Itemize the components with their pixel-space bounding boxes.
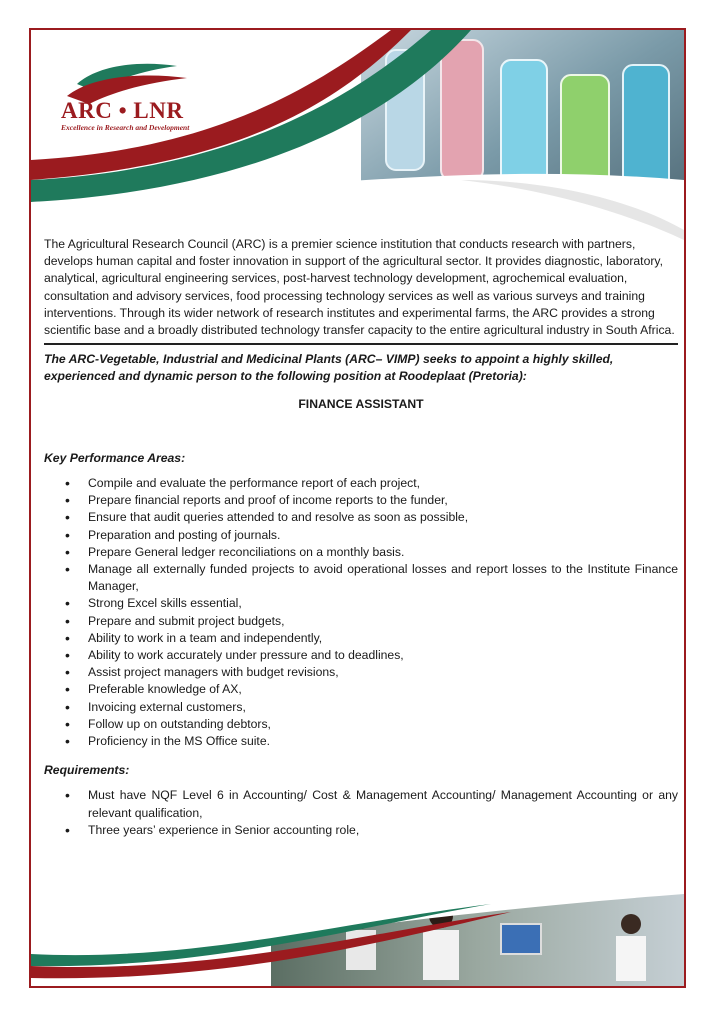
logo-tagline: Excellence in Research and Development [61, 123, 190, 132]
document-page [29, 28, 686, 988]
kpa-list [44, 475, 678, 750]
footer-banner-image [31, 894, 684, 986]
list-item: • Ability to work in a team and independently, [44, 630, 678, 647]
requirements-heading: Requirements: [44, 763, 130, 778]
kpa-heading: Key Performance Areas: [44, 450, 186, 465]
divider [44, 343, 678, 345]
list-item: • Ability to work accurately under pressure and to deadlines, [44, 647, 678, 664]
position-title: FINANCE ASSISTANT [298, 396, 424, 411]
list-item: • Compile and evaluate the performance report of each project, [44, 475, 678, 492]
list-item: • Assist project managers with budget revisions, [44, 664, 678, 681]
list-item: • Preferable knowledge of AX, [44, 681, 678, 698]
list-item: • Prepare General ledger reconciliations on a monthly basis. [44, 544, 678, 561]
list-item: • Three years’ experience in Senior accounting role, [44, 822, 678, 839]
list-item: • Invoicing external customers, [44, 699, 678, 716]
list-item: • Follow up on outstanding debtors, [44, 716, 678, 733]
list-item: • Preparation and posting of journals. [44, 527, 678, 544]
lead-paragraph: The ARC-Vegetable, Industrial and Medicinal Plants (ARC– VIMP) seeks to appoint a highly skilled, experienced and dynamic person to the following position at Roodeplaat (Pretoria): [44, 352, 614, 384]
document-body [44, 236, 678, 839]
list-item: • Prepare and submit project budgets, [44, 613, 678, 630]
logo-wordmark: ARC • LNR [61, 98, 184, 123]
list-item: • Ensure that audit queries attended to and resolve as soon as possible, [44, 509, 678, 526]
list-item: • Manage all externally funded projects to avoid operational losses and report losses to the Institute Finance Manager, [44, 561, 678, 595]
list-item: • Must have NQF Level 6 in Accounting/ Cost & Management Accounting/ Management Accounting or any relevant qualification, [44, 787, 678, 821]
list-item: • Prepare financial reports and proof of income reports to the funder, [44, 492, 678, 509]
list-item: • Strong Excel skills essential, [44, 595, 678, 612]
list-item: • Proficiency in the MS Office suite. [44, 733, 678, 750]
intro-paragraph: The Agricultural Research Council (ARC) is a premier science institution that conducts research with partners, develops human capital and foster innovation in support of the agricultural sector. It provides diagnostic, laboratory, analytical, agricultural engineering services, post-harvest technology development, agrochemical evaluation, consultation and advisory services, food processing technology services as well as various surveys and training interventions. Through its wider network of research institutes and experimental farms, the ARC provides a strong scientific base and a broadly distributed technology transfer capacity to the entire agricultural industry in South Africa. [44, 237, 675, 338]
requirements-list [44, 787, 678, 839]
